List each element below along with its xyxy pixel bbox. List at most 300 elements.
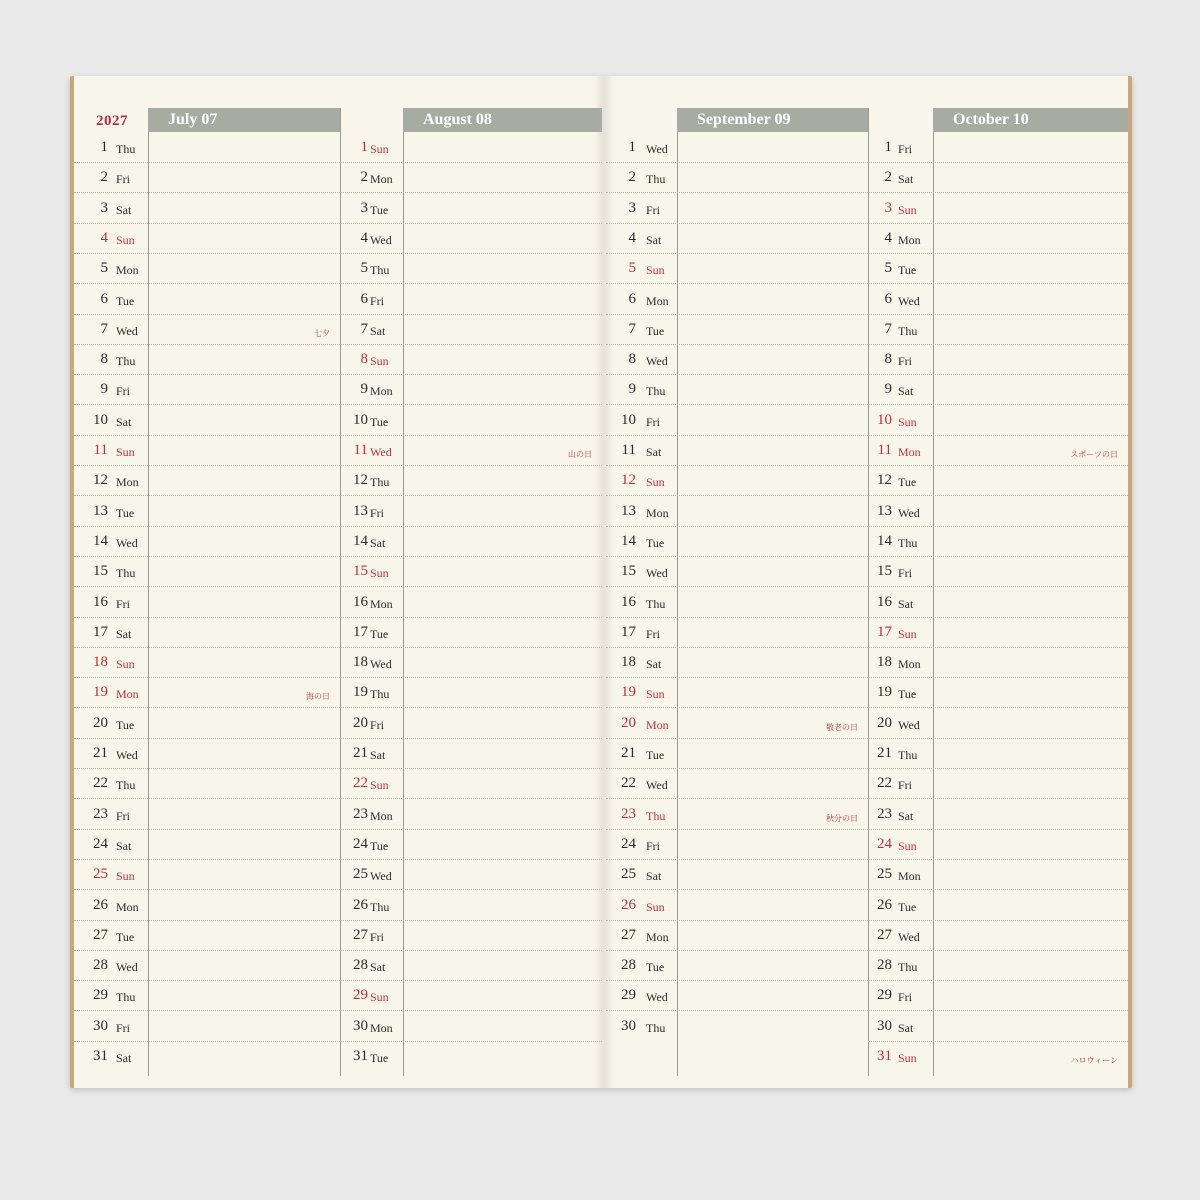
- day-row[interactable]: [606, 254, 868, 284]
- day-number: 17: [93, 623, 108, 640]
- weekday-label: Tue: [898, 263, 917, 278]
- day-row[interactable]: [74, 194, 340, 224]
- day-number: 25: [93, 866, 108, 883]
- day-row[interactable]: [868, 315, 1128, 345]
- day-number: 17: [877, 623, 892, 640]
- day-row[interactable]: [606, 860, 868, 890]
- day-row[interactable]: [606, 527, 868, 557]
- day-number: 22: [93, 775, 108, 792]
- weekday-label: Sat: [370, 748, 386, 762]
- day-number: 29: [877, 987, 892, 1004]
- day-number: 12: [353, 472, 368, 489]
- weekday-label: Tue: [646, 323, 665, 338]
- day-number: 8: [100, 351, 108, 368]
- day-number: 19: [353, 684, 368, 701]
- day-row[interactable]: [340, 224, 602, 254]
- weekday-label: Tue: [370, 838, 389, 853]
- weekday-label: Tue: [646, 960, 665, 975]
- day-row[interactable]: [340, 497, 602, 527]
- day-row[interactable]: [606, 830, 868, 860]
- weekday-label: Wed: [116, 535, 138, 550]
- day-number: 21: [353, 745, 368, 761]
- day-row[interactable]: [868, 769, 1128, 799]
- day-number: 10: [621, 411, 636, 428]
- day-number: 26: [877, 896, 892, 913]
- day-row[interactable]: [340, 709, 602, 739]
- day-row[interactable]: [74, 981, 340, 1011]
- weekday-label: Sat: [116, 202, 132, 217]
- day-number: 1: [884, 139, 892, 155]
- weekday-label: Sat: [116, 414, 132, 429]
- day-row[interactable]: [868, 436, 1128, 466]
- day-row[interactable]: [74, 709, 340, 739]
- day-row[interactable]: [868, 709, 1128, 739]
- day-number: 4: [884, 229, 892, 246]
- weekday-label: Thu: [898, 748, 918, 762]
- holiday-label: ハロウィーン: [1070, 1056, 1118, 1065]
- weekday-label: Sat: [898, 384, 914, 399]
- day-number: 27: [353, 926, 368, 943]
- day-row[interactable]: [868, 285, 1128, 315]
- weekday-label: Thu: [370, 475, 390, 490]
- day-row[interactable]: [606, 678, 868, 708]
- day-row[interactable]: [868, 739, 1128, 769]
- day-row[interactable]: [340, 891, 602, 921]
- day-row[interactable]: [340, 981, 602, 1011]
- weekday-label: Fri: [898, 778, 913, 793]
- day-number: 2: [100, 169, 108, 186]
- day-number: 25: [621, 866, 636, 883]
- day-row[interactable]: [74, 678, 340, 708]
- day-row[interactable]: [868, 618, 1128, 648]
- day-number: 21: [93, 745, 108, 761]
- day-row[interactable]: [74, 1042, 340, 1072]
- day-row[interactable]: [868, 224, 1128, 254]
- weekday-label: Sun: [370, 142, 389, 156]
- day-row[interactable]: [868, 254, 1128, 284]
- day-row[interactable]: [606, 709, 868, 739]
- holiday-label: 敬老の日: [826, 722, 858, 732]
- day-number: 18: [353, 654, 368, 671]
- day-row[interactable]: [74, 1012, 340, 1042]
- weekday-label: Fri: [646, 626, 661, 641]
- weekday-label: Wed: [898, 717, 920, 732]
- day-row[interactable]: [868, 466, 1128, 496]
- day-number: 18: [93, 654, 108, 671]
- day-row[interactable]: [606, 163, 868, 193]
- day-number: 27: [93, 926, 108, 943]
- day-row[interactable]: [340, 648, 602, 678]
- day-row[interactable]: [74, 315, 340, 345]
- day-number: 23: [93, 805, 108, 822]
- day-row[interactable]: [868, 497, 1128, 527]
- weekday-label: Wed: [646, 778, 668, 793]
- weekday-label: Fri: [898, 566, 913, 581]
- day-number: 21: [877, 745, 892, 761]
- day-row[interactable]: [606, 497, 868, 527]
- day-row[interactable]: [340, 527, 602, 557]
- day-number: 12: [93, 472, 108, 489]
- day-number: 3: [360, 199, 368, 216]
- weekday-label: Mon: [898, 445, 921, 459]
- day-row[interactable]: [74, 466, 340, 496]
- weekday-label: Sat: [116, 626, 132, 641]
- weekday-label: Fri: [116, 384, 131, 399]
- day-number: 24: [621, 835, 636, 852]
- day-row[interactable]: [606, 800, 868, 830]
- weekday-label: Tue: [116, 929, 135, 944]
- day-row[interactable]: [606, 588, 868, 618]
- day-number: 28: [93, 957, 108, 974]
- day-row[interactable]: [74, 133, 340, 163]
- weekday-label: Sun: [898, 838, 917, 853]
- month-column: [340, 133, 602, 1075]
- year-label: 2027: [96, 113, 128, 129]
- weekday-label: Thu: [116, 354, 136, 369]
- day-row[interactable]: [340, 557, 602, 587]
- day-row[interactable]: [340, 951, 602, 981]
- day-number: 5: [884, 260, 892, 277]
- day-number: 16: [353, 593, 368, 610]
- weekday-label: Mon: [116, 899, 139, 914]
- weekday-label: Fri: [116, 808, 131, 823]
- weekday-label: Mon: [898, 869, 921, 884]
- weekday-label: Wed: [370, 657, 392, 672]
- day-row[interactable]: [340, 618, 602, 648]
- day-row[interactable]: [606, 375, 868, 405]
- weekday-label: Sat: [646, 232, 662, 247]
- day-number: 7: [100, 320, 108, 337]
- day-number: 30: [353, 1017, 368, 1034]
- day-row[interactable]: [340, 739, 602, 769]
- day-row[interactable]: [868, 194, 1128, 224]
- day-number: 22: [877, 775, 892, 792]
- weekday-label: Thu: [898, 960, 918, 975]
- day-row[interactable]: [868, 800, 1128, 830]
- day-number: 11: [353, 442, 368, 458]
- day-number: 3: [884, 199, 892, 216]
- day-row[interactable]: [74, 557, 340, 587]
- weekday-label: Tue: [898, 475, 917, 490]
- day-row[interactable]: [606, 951, 868, 981]
- day-row[interactable]: [868, 981, 1128, 1011]
- day-row[interactable]: [340, 285, 602, 315]
- weekday-label: Wed: [646, 354, 668, 369]
- weekday-label: Mon: [370, 596, 393, 611]
- weekday-label: Wed: [116, 323, 138, 338]
- day-number: 19: [93, 684, 108, 701]
- weekday-label: Tue: [370, 626, 389, 641]
- day-number: 1: [628, 139, 636, 155]
- day-row[interactable]: [340, 315, 602, 345]
- weekday-label: Wed: [646, 142, 668, 156]
- day-number: 8: [884, 351, 892, 368]
- day-row[interactable]: [606, 618, 868, 648]
- day-row[interactable]: [340, 163, 602, 193]
- day-number: 2: [360, 169, 368, 186]
- day-number: 10: [93, 411, 108, 428]
- day-row[interactable]: [74, 527, 340, 557]
- day-row[interactable]: [340, 860, 602, 890]
- weekday-label: Sat: [370, 535, 386, 550]
- day-row[interactable]: [74, 406, 340, 436]
- day-number: 14: [877, 532, 892, 549]
- weekday-label: Tue: [898, 899, 917, 914]
- day-row[interactable]: [868, 1012, 1128, 1042]
- day-row[interactable]: [74, 800, 340, 830]
- day-row[interactable]: [868, 678, 1128, 708]
- day-row[interactable]: [606, 315, 868, 345]
- day-row[interactable]: [606, 466, 868, 496]
- day-row[interactable]: [868, 951, 1128, 981]
- day-number: 9: [884, 381, 892, 398]
- day-row[interactable]: [340, 1012, 602, 1042]
- day-row[interactable]: [340, 406, 602, 436]
- weekday-label: Thu: [116, 990, 136, 1005]
- day-number: 3: [100, 199, 108, 216]
- day-row[interactable]: [868, 406, 1128, 436]
- day-row[interactable]: [606, 224, 868, 254]
- weekday-label: Mon: [646, 293, 669, 308]
- weekday-label: Thu: [370, 263, 390, 278]
- weekday-label: Thu: [646, 1020, 666, 1035]
- day-number: 21: [621, 745, 636, 761]
- day-number: 30: [877, 1017, 892, 1034]
- day-number: 1: [360, 139, 368, 155]
- day-row[interactable]: [606, 133, 868, 163]
- day-row[interactable]: [340, 800, 602, 830]
- day-number: 15: [353, 563, 368, 580]
- day-number: 6: [360, 290, 368, 307]
- day-row[interactable]: [340, 678, 602, 708]
- day-number: 16: [877, 593, 892, 610]
- weekday-label: Wed: [370, 232, 392, 247]
- day-number: 2: [884, 169, 892, 186]
- day-number: 26: [93, 896, 108, 913]
- weekday-label: Sat: [898, 172, 914, 187]
- day-number: 5: [628, 260, 636, 277]
- day-row[interactable]: [868, 375, 1128, 405]
- day-number: 13: [353, 502, 368, 519]
- day-number: 6: [884, 290, 892, 307]
- day-number: 25: [353, 866, 368, 883]
- day-row[interactable]: [74, 224, 340, 254]
- day-row[interactable]: [340, 436, 602, 466]
- weekday-label: Mon: [646, 717, 669, 732]
- weekday-label: Wed: [898, 293, 920, 308]
- month-column: [868, 133, 1128, 1075]
- day-row[interactable]: [606, 557, 868, 587]
- holiday-label: 海の日: [306, 692, 330, 702]
- day-row[interactable]: [340, 769, 602, 799]
- day-number: 9: [628, 381, 636, 398]
- weekday-label: Sun: [898, 414, 917, 429]
- day-row[interactable]: [868, 557, 1128, 587]
- weekday-label: Fri: [116, 1020, 131, 1035]
- weekday-label: Tue: [370, 202, 389, 217]
- day-row[interactable]: [340, 830, 602, 860]
- day-row[interactable]: [340, 588, 602, 618]
- day-row[interactable]: [340, 194, 602, 224]
- weekday-label: Fri: [116, 596, 131, 611]
- day-number: 24: [93, 835, 108, 852]
- day-number: 28: [353, 957, 368, 974]
- day-number: 1: [100, 139, 108, 155]
- day-number: 30: [93, 1017, 108, 1034]
- day-number: 22: [353, 775, 368, 792]
- weekday-label: Mon: [898, 232, 921, 247]
- day-row[interactable]: [868, 921, 1128, 951]
- day-number: 24: [877, 835, 892, 852]
- day-number: 10: [877, 411, 892, 428]
- day-number: 6: [100, 290, 108, 307]
- day-number: 6: [628, 290, 636, 307]
- holiday-label: 秋分の日: [826, 813, 858, 823]
- day-row[interactable]: [340, 254, 602, 284]
- day-row[interactable]: [606, 436, 868, 466]
- day-row[interactable]: [74, 375, 340, 405]
- weekday-label: Fri: [646, 202, 661, 217]
- day-row[interactable]: [74, 345, 340, 375]
- day-row[interactable]: [606, 194, 868, 224]
- day-number: 29: [353, 987, 368, 1004]
- day-row[interactable]: [74, 588, 340, 618]
- weekday-label: Wed: [646, 566, 668, 581]
- day-row[interactable]: [340, 375, 602, 405]
- day-row[interactable]: [340, 1042, 602, 1072]
- day-number: 27: [877, 926, 892, 943]
- day-row[interactable]: [74, 163, 340, 193]
- weekday-label: Thu: [646, 384, 666, 399]
- day-number: 20: [621, 714, 636, 731]
- weekday-label: Fri: [898, 990, 913, 1005]
- weekday-label: Sat: [646, 657, 662, 672]
- day-row[interactable]: [340, 345, 602, 375]
- day-row[interactable]: [606, 1012, 868, 1042]
- day-row[interactable]: [340, 921, 602, 951]
- day-number: 13: [877, 502, 892, 519]
- day-row[interactable]: [340, 133, 602, 163]
- day-row[interactable]: [74, 951, 340, 981]
- weekday-label: Fri: [646, 414, 661, 429]
- weekday-label: Fri: [370, 717, 385, 732]
- day-row[interactable]: [74, 739, 340, 769]
- day-row[interactable]: [340, 466, 602, 496]
- day-row[interactable]: [868, 345, 1128, 375]
- weekday-label: Thu: [370, 899, 390, 914]
- day-number: 25: [877, 866, 892, 883]
- day-row[interactable]: [74, 618, 340, 648]
- day-number: 23: [353, 805, 368, 822]
- weekday-label: Sat: [898, 808, 914, 823]
- day-number: 4: [100, 229, 108, 246]
- weekday-label: Mon: [370, 172, 393, 187]
- weekday-label: Fri: [370, 505, 385, 520]
- day-number: 7: [884, 320, 892, 337]
- day-row[interactable]: [868, 1042, 1128, 1072]
- day-row[interactable]: [74, 830, 340, 860]
- day-row[interactable]: [74, 436, 340, 466]
- day-row[interactable]: [868, 133, 1128, 163]
- day-number: 11: [621, 442, 636, 458]
- weekday-label: Sun: [370, 778, 389, 793]
- day-row[interactable]: [74, 860, 340, 890]
- weekday-label: Thu: [898, 535, 918, 550]
- weekday-label: Wed: [370, 445, 392, 459]
- day-row[interactable]: [74, 769, 340, 799]
- weekday-label: Fri: [898, 354, 913, 369]
- weekday-label: Fri: [646, 838, 661, 853]
- day-number: 29: [93, 987, 108, 1004]
- weekday-label: Thu: [646, 808, 666, 823]
- day-number: 12: [621, 472, 636, 489]
- day-number: 20: [353, 714, 368, 731]
- weekday-label: Sun: [116, 657, 135, 672]
- month-header: September 09: [677, 108, 868, 132]
- day-number: 19: [877, 684, 892, 701]
- day-row[interactable]: [606, 406, 868, 436]
- weekday-label: Mon: [370, 1020, 393, 1035]
- day-number: 13: [93, 502, 108, 519]
- day-number: 2: [628, 169, 636, 186]
- day-row[interactable]: [74, 497, 340, 527]
- day-row[interactable]: [868, 163, 1128, 193]
- day-number: 15: [93, 563, 108, 580]
- day-number: 14: [93, 532, 108, 549]
- day-row[interactable]: [606, 891, 868, 921]
- weekday-label: Thu: [370, 687, 390, 702]
- day-number: 28: [621, 957, 636, 974]
- day-row[interactable]: [74, 254, 340, 284]
- day-row[interactable]: [868, 588, 1128, 618]
- day-row[interactable]: [606, 769, 868, 799]
- day-row[interactable]: [868, 891, 1128, 921]
- weekday-label: Wed: [898, 929, 920, 944]
- day-row[interactable]: [606, 981, 868, 1011]
- day-row[interactable]: [868, 860, 1128, 890]
- holiday-label: 山の日: [568, 450, 592, 459]
- day-number: 10: [353, 411, 368, 428]
- day-row[interactable]: [868, 648, 1128, 678]
- day-row[interactable]: [606, 921, 868, 951]
- weekday-label: Tue: [646, 748, 665, 762]
- day-row[interactable]: [606, 648, 868, 678]
- day-row[interactable]: [868, 527, 1128, 557]
- weekday-label: Tue: [116, 717, 135, 732]
- day-number: 26: [353, 896, 368, 913]
- weekday-label: Sat: [116, 838, 132, 853]
- day-row[interactable]: [74, 891, 340, 921]
- day-row[interactable]: [74, 921, 340, 951]
- day-number: 14: [353, 532, 368, 549]
- weekday-label: Sat: [116, 1051, 132, 1065]
- weekday-label: Sat: [646, 445, 662, 459]
- day-row[interactable]: [74, 648, 340, 678]
- day-row[interactable]: [868, 830, 1128, 860]
- day-number: 29: [621, 987, 636, 1004]
- day-number: 30: [621, 1017, 636, 1034]
- day-row[interactable]: [74, 285, 340, 315]
- weekday-label: Thu: [116, 142, 136, 156]
- weekday-label: Fri: [370, 929, 385, 944]
- day-row[interactable]: [606, 739, 868, 769]
- weekday-label: Mon: [116, 687, 139, 702]
- weekday-label: Sat: [646, 869, 662, 884]
- weekday-label: Mon: [370, 384, 393, 399]
- day-row[interactable]: [606, 345, 868, 375]
- day-number: 7: [628, 320, 636, 337]
- day-row[interactable]: [606, 285, 868, 315]
